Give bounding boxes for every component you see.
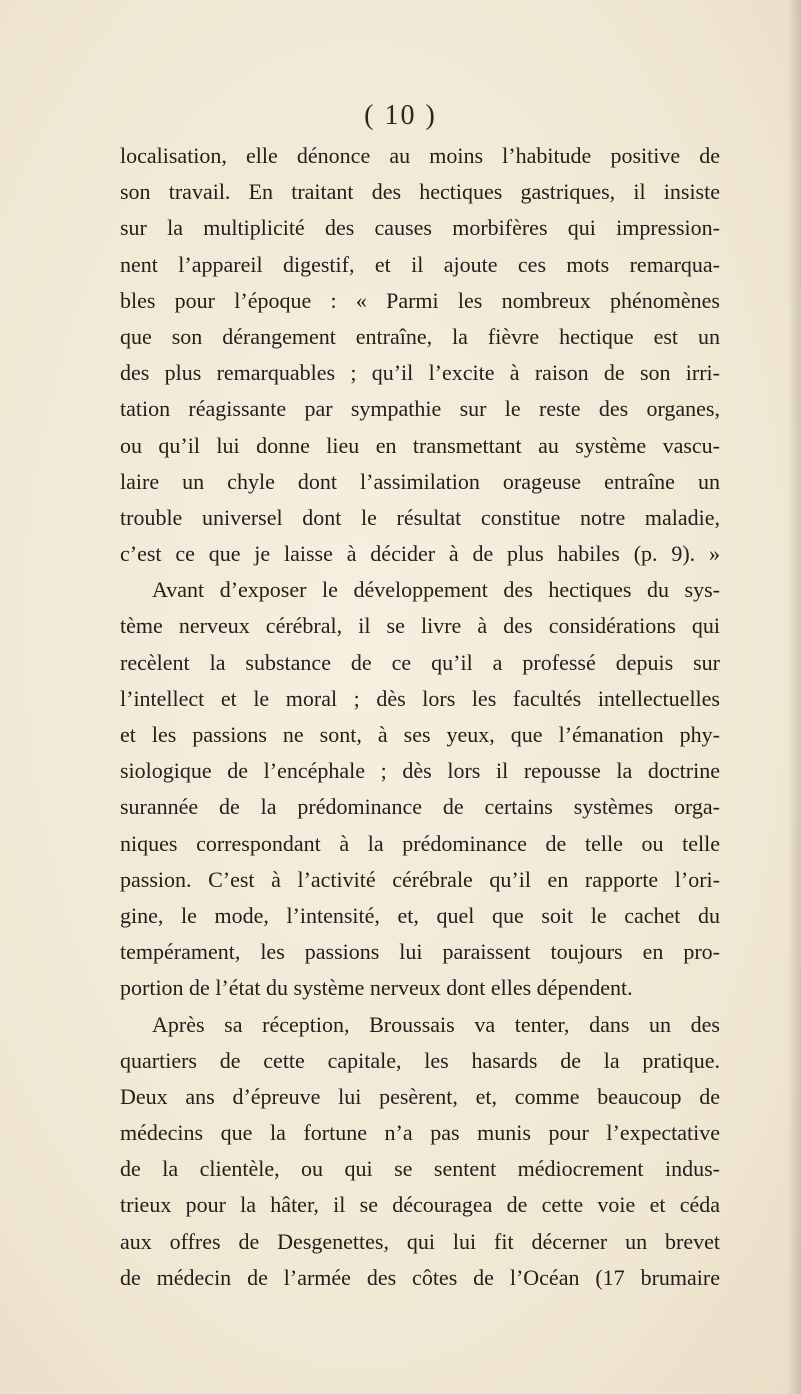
text-line: son travail. En traitant des hectiques gastriques, il insiste bbox=[120, 179, 720, 205]
text-line: de la clientèle, ou qui se sentent médiocrement indus- bbox=[120, 1156, 720, 1182]
text-line: surannée de la prédominance de certains systèmes orga- bbox=[120, 794, 720, 820]
text-line: tation réagissante par sympathie sur le reste des organes, bbox=[120, 396, 720, 422]
text-line: que son dérangement entraîne, la fièvre hectique est un bbox=[120, 323, 720, 349]
text-line: tème nerveux cérébral, il se livre à des considérations qui bbox=[120, 613, 720, 639]
page-edge-shadow bbox=[787, 0, 801, 1394]
text-line: nent l’appareil digestif, et il ajoute ces mots remarqua- bbox=[120, 251, 720, 277]
text-line: aux offres de Desgenettes, qui lui fit décerner un brevet bbox=[120, 1228, 720, 1254]
text-line: gine, le mode, l’intensité, et, quel que soit le cachet du bbox=[120, 902, 720, 928]
text-line: médecins que la fortune n’a pas munis pour l’expectative bbox=[120, 1120, 720, 1146]
text-line: niques correspondant à la prédominance de telle ou telle bbox=[120, 830, 720, 856]
text-line: de médecin de l’armée des côtes de l’Océan (17 brumaire bbox=[120, 1264, 720, 1290]
text-line: quartiers de cette capitale, les hasards de la pratique. bbox=[120, 1047, 720, 1073]
text-line: recèlent la substance de ce qu’il a professé depuis sur bbox=[120, 649, 720, 675]
text-line: bles pour l’époque : « Parmi les nombreux phénomènes bbox=[120, 287, 720, 313]
text-line: et les passions ne sont, à ses yeux, que l’émanation phy- bbox=[120, 722, 720, 747]
body-text bbox=[120, 138, 720, 1296]
text-line: trouble universel dont le résultat constitue notre maladie, bbox=[120, 504, 720, 530]
text-line: trieux pour la hâter, il se découragea de cette voie et céda bbox=[120, 1192, 720, 1218]
text-line: l’intellect et le moral ; dès lors les facultés intellectuelles bbox=[120, 685, 720, 711]
text-line: localisation, elle dénonce au moins l’habitude positive de bbox=[120, 143, 720, 168]
text-line: ou qu’il lui donne lieu en transmettant au système vascu- bbox=[120, 432, 720, 458]
text-line-paragraph-start: Avant d’exposer le développement des hectiques du sys- bbox=[152, 577, 720, 603]
text-line: siologique de l’encéphale ; dès lors il repousse la doctrine bbox=[120, 758, 720, 784]
page-number: ( 10 ) bbox=[364, 100, 437, 131]
text-line: sur la multiplicité des causes morbifères qui impression- bbox=[120, 215, 720, 241]
text-line-paragraph-start: Après sa réception, Broussais va tenter, dans un des bbox=[152, 1011, 720, 1037]
text-line-paragraph-end: portion de l’état du système nerveux dont elles dépendent. bbox=[120, 975, 633, 1001]
text-line: Deux ans d’épreuve lui pesèrent, et, comme beaucoup de bbox=[120, 1083, 720, 1109]
text-line: tempérament, les passions lui paraissent toujours en pro- bbox=[120, 939, 720, 965]
text-line: laire un chyle dont l’assimilation orageuse entraîne un bbox=[120, 468, 720, 494]
text-line: des plus remarquables ; qu’il l’excite à raison de son irri- bbox=[120, 360, 720, 386]
text-line: c’est ce que je laisse à décider à de plus habiles (p. 9). » bbox=[120, 541, 720, 567]
text-line: passion. C’est à l’activité cérébrale qu’il en rapporte l’ori- bbox=[120, 866, 720, 892]
